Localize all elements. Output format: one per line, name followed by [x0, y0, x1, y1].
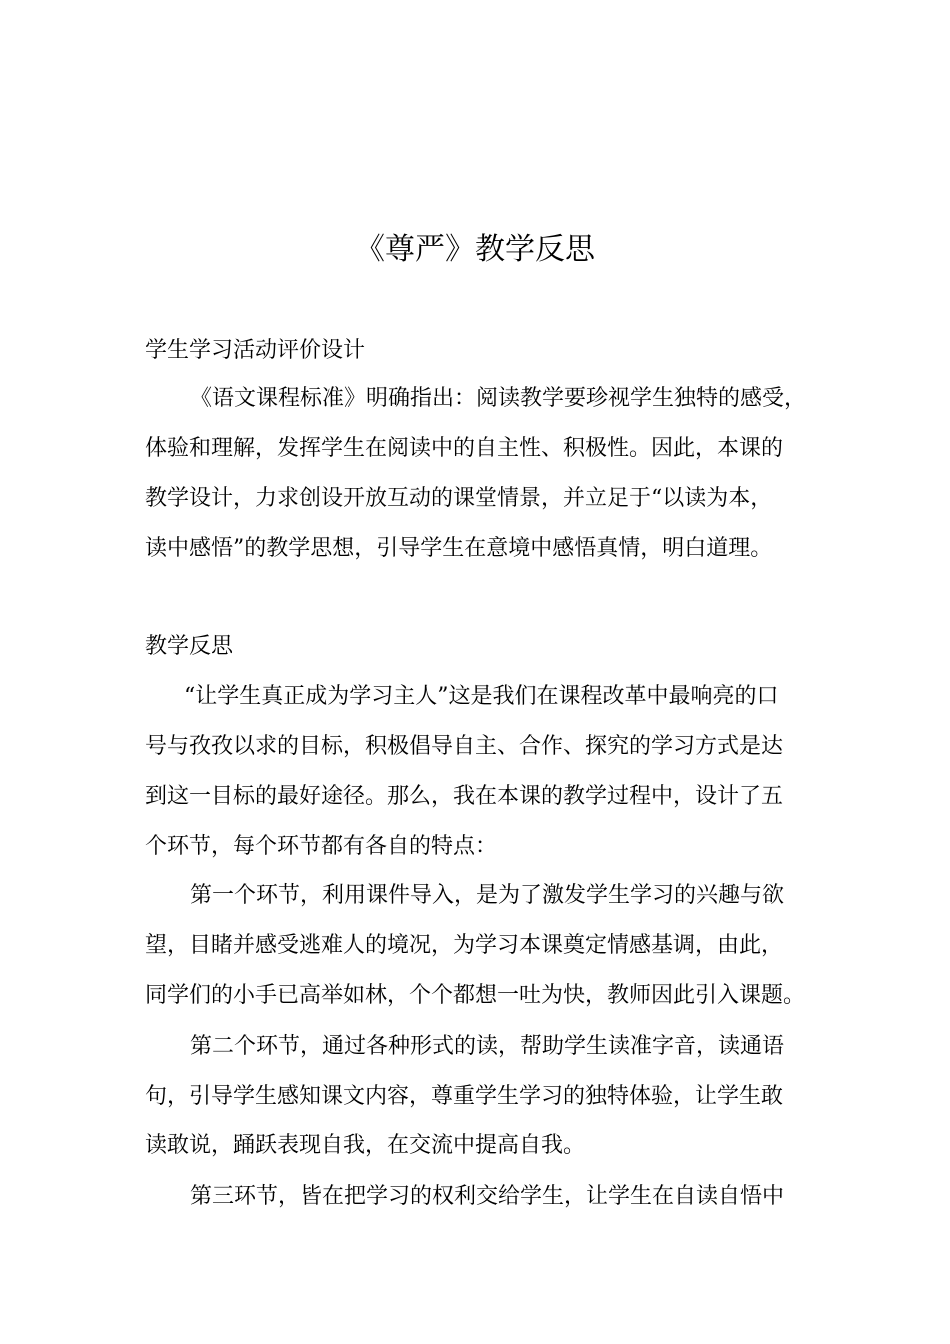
paragraph-line: 第三环节，皆在把学习的权利交给学生，让学生在自读自悟中 [190, 1184, 785, 1209]
page-title: 《尊严》教学反思 [355, 232, 595, 267]
paragraph-line: 第二个环节，通过各种形式的读，帮助学生读准字音，读通语 [190, 1034, 785, 1059]
section-heading-evaluation: 学生学习活动评价设计 [145, 338, 366, 363]
paragraph-line: 到这一目标的最好途径。那么，我在本课的教学过程中，设计了五 [145, 784, 784, 809]
paragraph-line: 句，引导学生感知课文内容，尊重学生学习的独特体验，让学生敢 [145, 1084, 784, 1109]
paragraph-line: 号与孜孜以求的目标，积极倡导自主、合作、探究的学习方式是达 [145, 734, 784, 759]
paragraph-line: 个环节，每个环节都有各自的特点： [145, 834, 498, 859]
paragraph-line: 同学们的小手已高举如林，个个都想一吐为快，教师因此引入课题。 [145, 983, 806, 1008]
paragraph-line: 教学设计，力求创设开放互动的课堂情景，并立足于“以读为本， [145, 486, 773, 511]
paragraph-line: 望，目睹并感受逃难人的境况，为学习本课奠定情感基调，由此， [145, 933, 784, 958]
paragraph-line: 读敢说，踊跃表现自我，在交流中提高自我。 [145, 1133, 586, 1158]
paragraph-line: 《语文课程标准》明确指出：阅读教学要珍视学生独特的感受， [190, 386, 807, 411]
paragraph-line: “让学生真正成为学习主人”这是我们在课程改革中最响亮的口 [184, 684, 779, 709]
paragraph-line: 第一个环节，利用课件导入，是为了激发学生学习的兴趣与欲 [190, 883, 785, 908]
section-heading-reflection: 教学反思 [145, 634, 234, 659]
paragraph-line: 读中感悟”的教学思想，引导学生在意境中感悟真情，明白道理。 [145, 536, 773, 561]
paragraph-line: 体验和理解，发挥学生在阅读中的自主性、积极性。因此，本课的 [145, 436, 784, 461]
